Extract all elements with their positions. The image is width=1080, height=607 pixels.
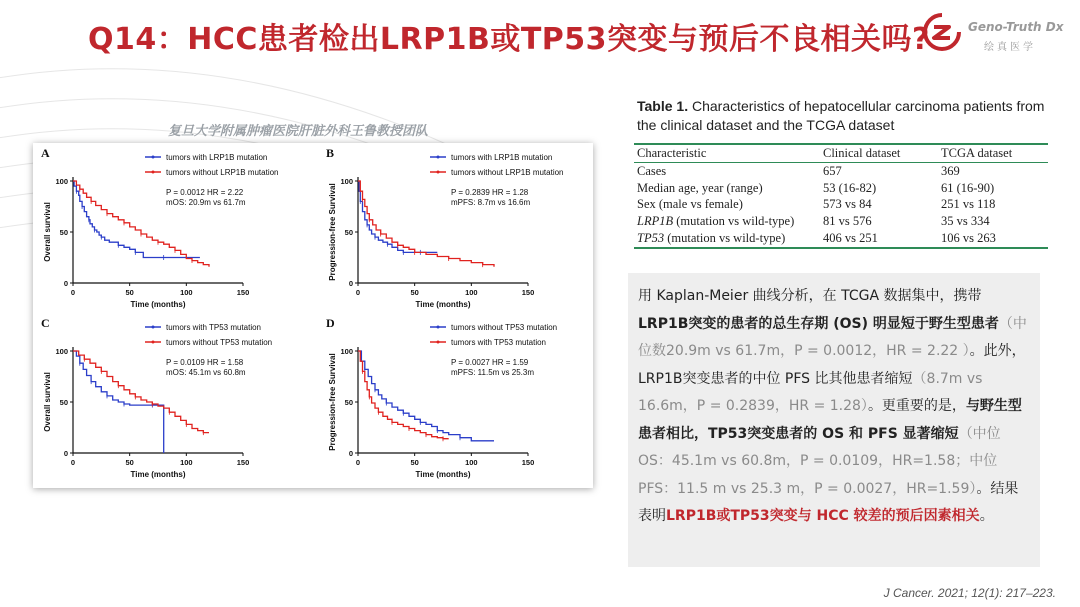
legend-marker <box>152 171 155 174</box>
panel-letter: B <box>326 146 335 160</box>
x-tick-label: 100 <box>180 458 193 467</box>
x-axis-label: Time (months) <box>415 470 471 479</box>
table-cell: 573 vs 84 <box>823 197 872 212</box>
y-axis-label: Overall survival <box>43 202 52 262</box>
table-row <box>634 213 1048 230</box>
table-row <box>634 180 1048 197</box>
table-row <box>634 230 1048 248</box>
team-caption: 复旦大学附属肿瘤医院肝脏外科王鲁教授团队 <box>168 124 429 139</box>
panel-letter: A <box>41 146 50 160</box>
table-cell: LRP1B (mutation vs wild-type) <box>637 214 795 229</box>
y-tick-label: 100 <box>340 347 353 356</box>
x-tick-label: 150 <box>236 458 250 467</box>
km-series-line <box>358 351 449 439</box>
legend-marker <box>152 326 155 329</box>
legend-label: tumors without LRP1B mutation <box>166 168 279 177</box>
legend-marker <box>437 341 440 344</box>
stats-annotation: mPFS: 11.5m vs 25.3m <box>451 368 534 377</box>
legend-label: tumors without LRP1B mutation <box>451 168 564 177</box>
y-tick-label: 100 <box>340 177 353 186</box>
summary-text: 用 Kaplan-Meier 曲线分析，在 TCGA 数据集中，携带 <box>638 288 982 304</box>
x-tick-label: 150 <box>236 288 250 297</box>
y-tick-label: 100 <box>55 177 68 186</box>
table-cell: TP53 (mutation vs wild-type) <box>637 230 786 245</box>
summary-text: 。更重要的是， <box>867 398 966 414</box>
x-tick-label: 0 <box>70 288 76 297</box>
table-cell: 406 vs 251 <box>823 230 878 245</box>
stats-annotation: P = 0.0109 HR = 1.58 <box>166 358 244 367</box>
y-tick-label: 100 <box>55 347 68 356</box>
table-cell: 53 (16-82) <box>823 180 877 195</box>
x-tick-label: 100 <box>465 458 478 467</box>
y-axis-label: Overall survival <box>43 372 52 432</box>
legend-marker <box>152 156 155 159</box>
table-cell: 61 (16-90) <box>941 180 995 195</box>
summary-stats: （中位数20.9m vs 61.7m，P = 0.0012，HR = 2.22 ） <box>638 315 1027 359</box>
summary-highlight: 与野生型患者相比，TP53突变患者的 OS 和 PFS 显著缩短 <box>638 398 1022 442</box>
stats-annotation: P = 0.2839 HR = 1.28 <box>451 188 529 197</box>
table-title-label: Table 1. <box>637 98 689 114</box>
y-axis-label: Progression-free Survival <box>328 183 337 281</box>
y-tick-label: 0 <box>63 449 68 458</box>
table-cell: Median age, year (range) <box>637 180 763 195</box>
stats-annotation: P = 0.0012 HR = 2.22 <box>166 188 244 197</box>
summary-text: 。结果表明 <box>638 480 1019 524</box>
table-cell: Cases <box>637 163 667 178</box>
legend-marker <box>152 341 155 344</box>
table-cell: 81 vs 576 <box>823 214 872 229</box>
summary-conclusion: LRP1B或TP53突变与 HCC 较差的预后因素相关 <box>666 508 980 524</box>
y-tick-label: 50 <box>59 228 68 237</box>
summary-text: 。 <box>979 508 994 524</box>
table-cell: 369 <box>941 163 960 178</box>
legend-label: tumors without TP53 mutation <box>451 323 558 332</box>
logo-mark-icon <box>922 12 962 52</box>
table-row <box>634 196 1048 213</box>
panel-letter: D <box>326 316 335 330</box>
table-header-cell: Characteristic <box>637 146 707 160</box>
x-tick-label: 100 <box>465 288 478 297</box>
summary-stats: （8.7m vs 16.6m，P = 0.2839，HR = 1.28） <box>638 370 983 414</box>
x-axis-label: Time (months) <box>130 470 186 479</box>
table-cell: Sex (male vs female) <box>637 197 743 212</box>
stats-annotation: mOS: 45.1m vs 60.8m <box>166 368 246 377</box>
summary-stats: （中位 OS：45.1m vs 60.8m，P = 0.0109，HR=1.58；中位 PFS：11.5 m vs 25.3 m，P = 0.0027，HR=1.59） <box>638 425 1001 497</box>
table-title-text: Characteristics of hepatocellular carcinoma patients from the clinical dataset and the TCGA dataset <box>637 98 1045 133</box>
x-tick-label: 100 <box>180 288 193 297</box>
x-tick-label: 0 <box>355 458 361 467</box>
table-cell: 35 vs 334 <box>941 214 990 229</box>
table-row <box>634 162 1048 179</box>
legend-label: tumors with LRP1B mutation <box>451 153 553 162</box>
x-axis-label: Time (months) <box>415 300 471 309</box>
table-cell: 657 <box>823 163 842 178</box>
table-cell: 106 vs 263 <box>941 230 996 245</box>
summary-textbox <box>628 273 1040 567</box>
slide-title: Q14：HCC患者检出LRP1B或TP53突变与预后不良相关吗? <box>88 22 930 57</box>
x-tick-label: 0 <box>70 458 76 467</box>
stats-annotation: mOS: 20.9m vs 61.7m <box>166 198 246 207</box>
y-axis-label: Progression-free Survival <box>328 353 337 451</box>
legend-label: tumors without TP53 mutation <box>166 338 273 347</box>
legend-label: tumors with TP53 mutation <box>166 323 262 332</box>
logo-english-name: Geno-Truth Dx <box>968 20 1064 34</box>
x-axis-label: Time (months) <box>130 300 186 309</box>
y-tick-label: 50 <box>344 228 353 237</box>
stats-annotation: mPFS: 8.7m vs 16.6m <box>451 198 531 207</box>
x-tick-label: 150 <box>521 458 535 467</box>
citation: J Cancer. 2021; 12(1): 217–223. <box>883 586 1056 600</box>
panel-letter: C <box>41 316 50 330</box>
table-header-cell: TCGA dataset <box>941 146 1013 160</box>
x-tick-label: 0 <box>355 288 361 297</box>
x-tick-label: 50 <box>410 458 419 467</box>
y-tick-label: 50 <box>59 398 68 407</box>
stats-annotation: P = 0.0027 HR = 1.59 <box>451 358 529 367</box>
x-tick-label: 150 <box>521 288 535 297</box>
legend-label: tumors with TP53 mutation <box>451 338 547 347</box>
y-tick-label: 0 <box>348 279 353 288</box>
legend-label: tumors with LRP1B mutation <box>166 153 268 162</box>
table-header-cell: Clinical dataset <box>823 146 901 160</box>
y-tick-label: 0 <box>348 449 353 458</box>
company-logo <box>922 12 1072 58</box>
legend-marker <box>437 326 440 329</box>
table-header-row <box>634 144 1048 162</box>
x-tick-label: 50 <box>125 458 134 467</box>
y-tick-label: 0 <box>63 279 68 288</box>
summary-text: 。此外，LRP1B突变患者的中位 PFS 比其他患者缩短 <box>638 343 1026 387</box>
summary-highlight: LRP1B突变的患者的总生存期 (OS) 明显短于野生型患者 <box>638 315 999 332</box>
km-curves-svg <box>33 143 593 488</box>
km-figure <box>33 143 593 488</box>
table-cell: 251 vs 118 <box>941 197 996 212</box>
y-tick-label: 50 <box>344 398 353 407</box>
legend-marker <box>437 156 440 159</box>
legend-marker <box>437 171 440 174</box>
characteristics-table <box>634 143 1048 249</box>
table-title <box>637 97 1057 135</box>
x-tick-label: 50 <box>410 288 419 297</box>
x-tick-label: 50 <box>125 288 134 297</box>
logo-chinese-name: 绘真医学 <box>984 42 1036 53</box>
